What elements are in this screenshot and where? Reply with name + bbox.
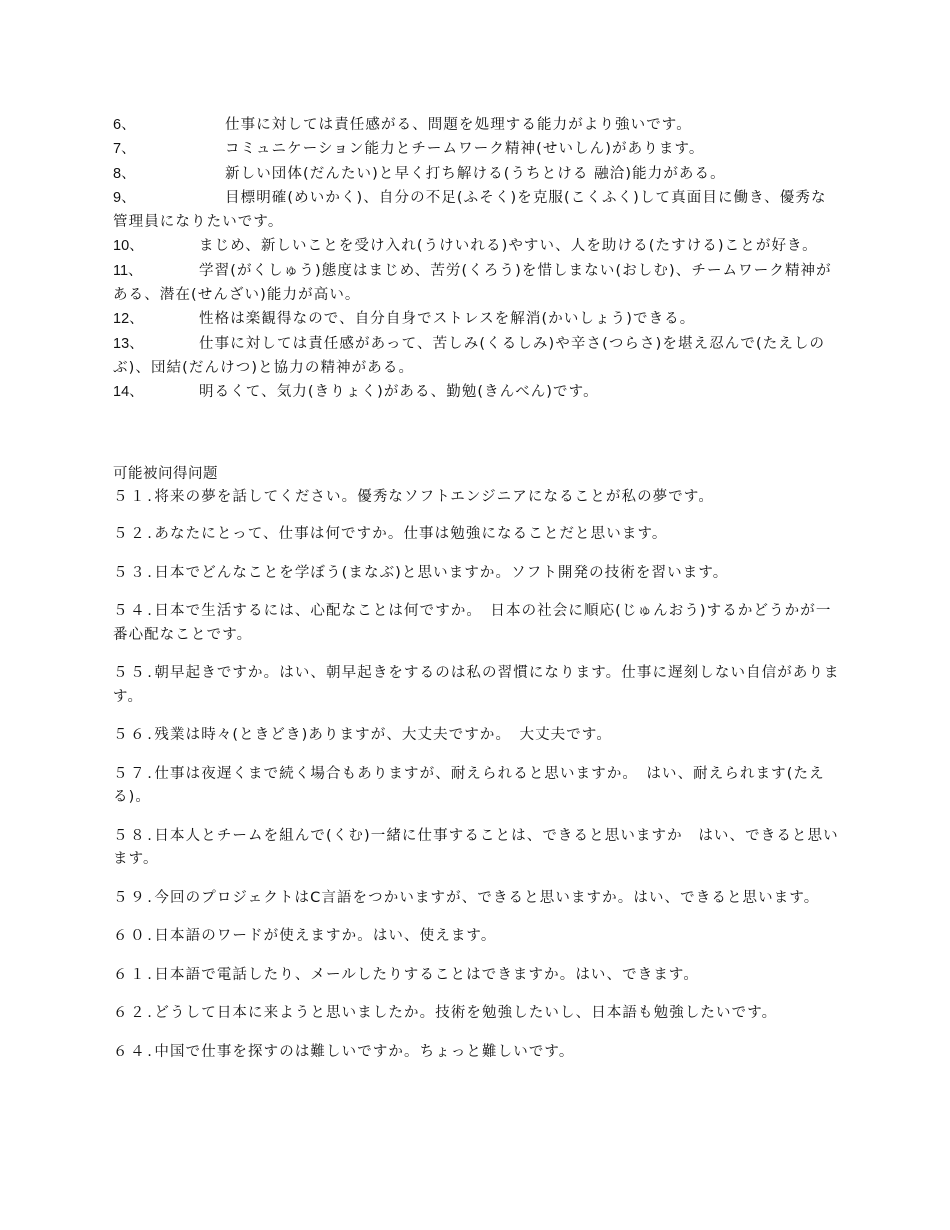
question-item	[113, 1002, 841, 1026]
question-text: 日本でどんなことを学ぼう(まなぶ)と思いますか。ソフト開発の技術を習います。	[154, 564, 729, 581]
strength-number: 8、	[113, 165, 136, 182]
question-number: ６４.	[113, 1043, 155, 1060]
strength-number: 11、	[113, 262, 143, 279]
strength-number: 14、	[113, 384, 144, 401]
question-item	[113, 486, 841, 510]
strength-text: コミュニケーション能力とチームワーク精神(せいしん)があります。	[225, 141, 705, 158]
strength-item	[113, 137, 841, 161]
strength-item	[113, 234, 841, 258]
question-item	[113, 662, 841, 709]
interview-questions-list	[113, 486, 841, 1065]
strength-number: 12、	[113, 311, 144, 328]
question-text: 朝早起きですか。はい、朝早起きをするのは私の習慣になります。仕事に遅刻しない自信があります。	[113, 665, 840, 705]
question-item	[113, 964, 841, 988]
strength-text: 仕事に対しては責任感があって、苦しみ(くるしみ)や辛さ(つらさ)を堪え忍んで(たえしのぶ)、団結(だんけつ)と協力の精神がある。	[113, 335, 826, 376]
question-number: ５９.	[113, 889, 155, 906]
question-number: ６０.	[113, 928, 155, 945]
question-item	[113, 523, 841, 547]
question-item	[113, 763, 841, 810]
strength-text: 明るくて、気力(きりょく)がある、勤勉(きんべん)です。	[199, 384, 599, 401]
question-text: 仕事は夜遅くまで続く場合もありますが、耐えられると思いますか。 はい、耐えられます(たえる)。	[113, 765, 825, 806]
question-text: 将来の夢を話してください。優秀なソフトエンジニアになることが私の夢です。	[154, 488, 714, 505]
question-text: 中国で仕事を探すのは難しいですか。ちょっと難しいです。	[154, 1043, 575, 1060]
strength-text: 新しい団体(だんたい)と早く打ち解ける(うちとける 融洽)能力がある。	[225, 165, 726, 182]
question-text: 残業は時々(ときどき)ありますが、大丈夫ですか。 大丈夫です。	[154, 727, 612, 744]
question-number: ５６.	[113, 727, 155, 744]
question-text: あなたにとって、仕事は何ですか。仕事は勉強になることだと思います。	[154, 526, 668, 543]
question-item	[113, 600, 841, 647]
strength-text: まじめ、新しいことを受け入れ(うけいれる)やすい、人を助ける(たすける)ことが好き。	[199, 238, 818, 255]
strength-item	[113, 162, 841, 186]
strength-number: 13、	[113, 335, 144, 352]
question-text: 日本人とチームを組んで(くむ)一緒に仕事することは、できると思いますか はい、できると思います。	[113, 827, 839, 868]
question-number: ５８.	[113, 827, 155, 844]
strength-item	[113, 332, 841, 381]
strength-text: 目標明確(めいかく)、自分の不足(ふそく)を克服(こくふく)して真面目に働き、優秀な管理員になりたいです。	[113, 189, 827, 231]
strength-item	[113, 259, 841, 308]
section-title: 可能被问得问题	[113, 465, 218, 482]
question-number: ５３.	[113, 564, 155, 581]
strength-item	[113, 113, 841, 137]
section-spacer	[113, 405, 841, 462]
question-item	[113, 825, 841, 872]
question-number: ６１.	[113, 966, 155, 983]
strength-item	[113, 380, 841, 404]
question-text: 日本語のワードが使えますか。はい、使えます。	[154, 928, 497, 945]
strength-number: 9、	[113, 189, 136, 206]
strength-number: 6、	[113, 117, 136, 133]
strength-item	[113, 307, 841, 331]
strength-item	[113, 186, 841, 235]
question-number: ５４.	[113, 603, 155, 620]
question-text: 日本語で電話したり、メールしたりすることはできますか。はい、できます。	[154, 966, 699, 983]
strength-text: 学習(がくしゅう)態度はまじめ、苦労(くろう)を惜しまない(おしむ)、チームワーク精神がある、潜在(せんざい)能力が高い。	[113, 262, 832, 304]
question-number: ５２.	[113, 526, 155, 543]
strength-number: 7、	[113, 141, 136, 158]
question-number: ５５.	[113, 665, 155, 682]
question-item	[113, 887, 841, 911]
question-item	[113, 925, 841, 949]
question-number: ５７.	[113, 765, 155, 782]
question-text: 日本で生活するには、心配なことは何ですか。 日本の社会に順応(じゅんおう)するかどうかが一番心配なことです。	[113, 603, 832, 643]
question-item	[113, 562, 841, 586]
question-item	[113, 724, 841, 748]
strength-text: 仕事に対しては責任感がる、問題を処理する能力がより強いです。	[225, 117, 692, 133]
document-content	[113, 113, 841, 1079]
question-text: 今回のプロジェクトはC言語をつかいますが、できると思いますか。はい、できると思います。	[154, 889, 820, 906]
strength-text: 性格は楽観得なので、自分自身でストレスを解消(かいしょう)できる。	[199, 311, 696, 328]
strengths-list	[113, 113, 841, 405]
strength-number: 10、	[113, 238, 144, 255]
question-number: ５１.	[113, 488, 155, 505]
question-text: どうして日本に来ようと思いましたか。技術を勉強したいし、日本語も勉強したいです。	[154, 1005, 778, 1022]
question-number: ６２.	[113, 1005, 155, 1022]
question-item	[113, 1041, 841, 1065]
